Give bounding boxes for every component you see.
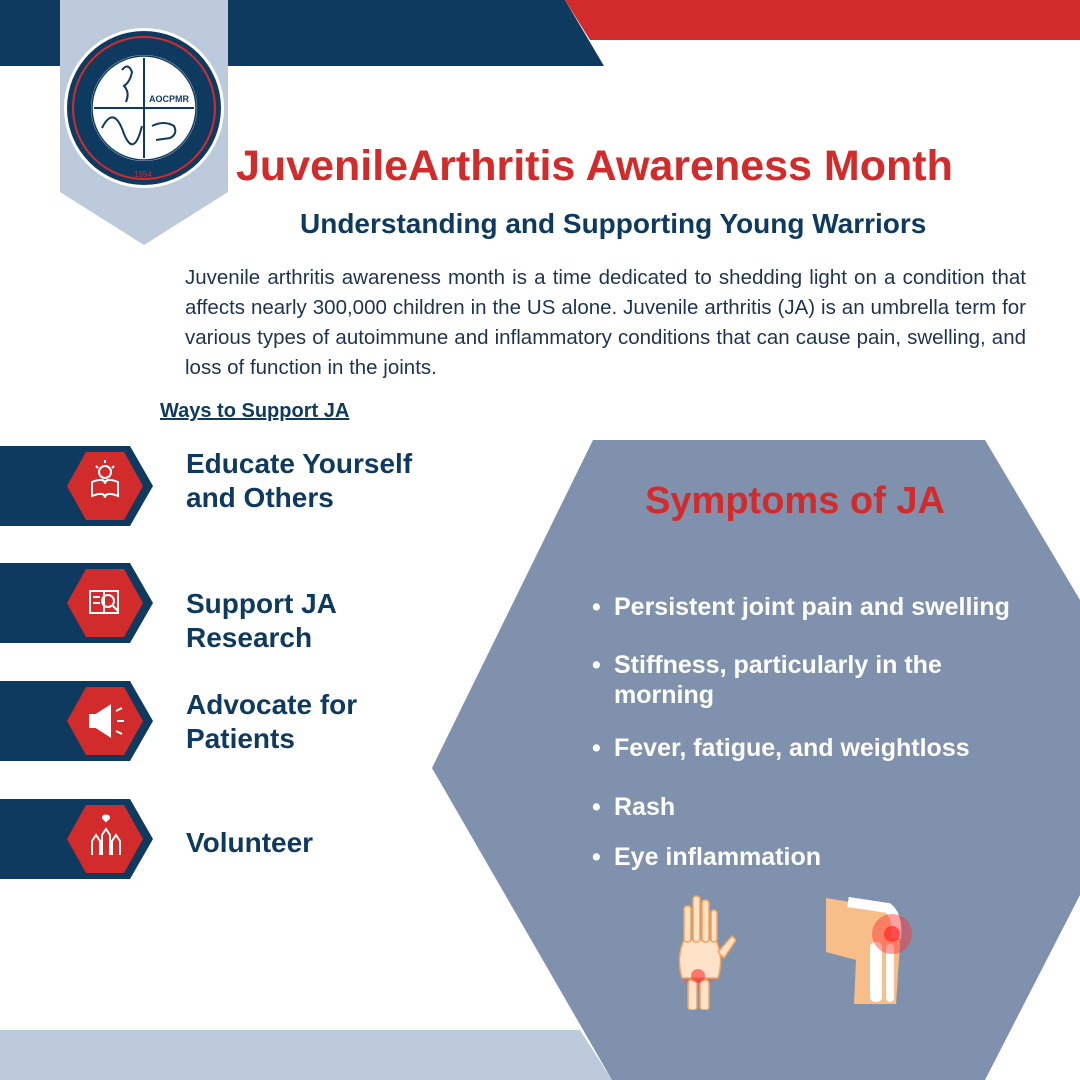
support-item-educate — [0, 446, 153, 526]
page-title: JuvenileArthritis Awareness Month — [236, 142, 953, 190]
intro-paragraph: Juvenile arthritis awareness month is a time dedicated to shedding light on a condition that affects nearly 300,000 children in the US alone. Juvenile arthritis (JA) is an umbrella term for various types of autoimmune and inflammatory conditions that can cause pain, swelling, and loss of function in the joints. — [185, 266, 1026, 379]
support-label-educate: Educate Yourself and Others — [186, 448, 413, 513]
bullet: • — [592, 793, 601, 821]
bullet: • — [592, 843, 601, 871]
logo-banner — [60, 0, 228, 245]
support-item-volunteer — [0, 799, 153, 879]
symptom-item: • Stiffness, particularly in the morning — [592, 651, 942, 709]
symptom-item: • Fever, fatigue, and weightloss — [592, 734, 970, 762]
symptom-item: • Eye inflammation — [592, 843, 821, 871]
support-label-advocate: Advocate for Patients — [186, 689, 358, 754]
bullet: • — [592, 593, 601, 621]
hand-joint-illustration — [664, 892, 736, 1010]
support-item-research — [0, 563, 153, 643]
symptoms-heading: Symptoms of JA — [645, 480, 945, 522]
bullet: • — [592, 651, 601, 679]
support-heading: Ways to Support JA — [160, 400, 350, 422]
top-red-band — [565, 0, 1080, 40]
support-label-research: Support JA Research — [186, 588, 336, 653]
symptom-item: • Persistent joint pain and swelling — [592, 593, 1010, 621]
support-item-advocate — [0, 681, 153, 761]
logo-year: 1954 — [134, 170, 152, 179]
knee-joint-illustration — [822, 894, 918, 1006]
bottom-light-band — [0, 1030, 612, 1080]
page-subtitle: Understanding and Supporting Young Warriors — [300, 208, 927, 239]
symptom-item: • Rash — [592, 793, 676, 821]
logo-ring-caption — [60, 0, 61, 1]
bullet: • — [592, 734, 601, 762]
logo-acronym: AOCPMR — [149, 94, 189, 104]
support-label-volunteer: Volunteer — [186, 827, 314, 858]
